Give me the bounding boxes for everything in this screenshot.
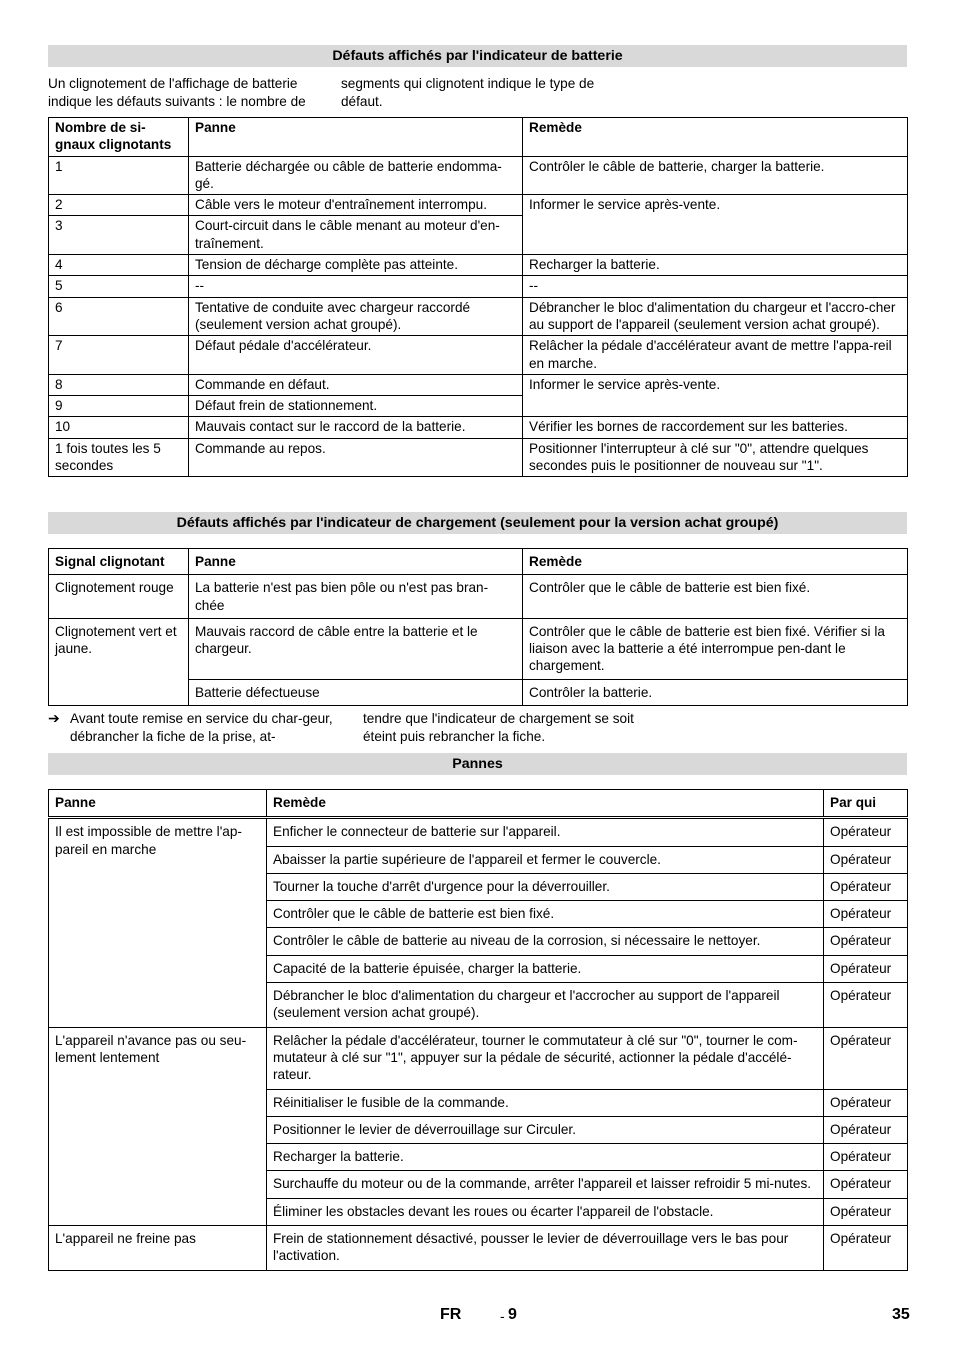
cell-count: 4 (49, 255, 189, 276)
cell-par-qui: Opérateur (824, 1116, 908, 1143)
table-row (49, 1027, 908, 1089)
cell-panne: Batterie déchargée ou câble de batterie endomma-gé. (189, 156, 523, 195)
header-panne: Panne (189, 549, 523, 575)
cell-count: 3 (49, 216, 189, 255)
cell-remede: Contrôler le câble de batterie, charger la batterie. (523, 156, 908, 195)
cell-signal: Clignotement vert et jaune. (49, 618, 189, 705)
cell-remede: -- (523, 276, 908, 297)
cell-panne: Batterie défectueuse (189, 679, 523, 705)
cell-count: 6 (49, 297, 189, 336)
cell-panne: Défaut pédale d'accélérateur. (189, 336, 523, 375)
table-row (49, 276, 908, 297)
cell-count: 5 (49, 276, 189, 297)
table-row (49, 195, 908, 216)
cell-panne: -- (189, 276, 523, 297)
cell-count: 2 (49, 195, 189, 216)
cell-par-qui: Opérateur (824, 1171, 908, 1198)
cell-remede: Surchauffe du moteur ou de la commande, arrêter l'appareil et laisser refroidir 5 mi-nutes. (267, 1171, 824, 1198)
cell-remede: Informer le service après-vente. (523, 374, 908, 417)
cell-remede: Recharger la batterie. (523, 255, 908, 276)
cell-remede: Contrôler que le câble de batterie est bien fixé. Vérifier si la liaison avec la batterie a été interrompue pen-dant le chargement. (523, 618, 908, 679)
section-title-pannes: Pannes (48, 753, 907, 775)
cell-remede: Enficher le connecteur de batterie sur l'appareil. (267, 818, 824, 846)
cell-count: 10 (49, 417, 189, 438)
table-row (49, 818, 908, 846)
cell-par-qui: Opérateur (824, 1226, 908, 1271)
header-panne: Panne (189, 118, 523, 157)
table-row (49, 374, 908, 395)
cell-remede: Abaisser la partie supérieure de l'appareil et fermer le couvercle. (267, 846, 824, 873)
cell-panne: L'appareil n'avance pas ou seu-lement lentement (49, 1027, 267, 1225)
cell-remede: Débrancher le bloc d'alimentation du chargeur et l'accrocher au support de l'appareil (seulement version achat groupé). (267, 983, 824, 1028)
cell-signal: Clignotement rouge (49, 575, 189, 619)
arrow-right-icon: ➔ (48, 710, 60, 726)
page-number: 35 (892, 1306, 910, 1323)
cell-par-qui: Opérateur (824, 983, 908, 1028)
cell-remede: Capacité de la batterie épuisée, charger la batterie. (267, 955, 824, 982)
table-header (49, 790, 908, 818)
cell-panne: Commande en défaut. (189, 374, 523, 395)
cell-remede: Vérifier les bornes de raccordement sur les batteries. (523, 417, 908, 438)
cell-panne: La batterie n'est pas bien pôle ou n'est pas bran-chée (189, 575, 523, 619)
cell-panne: Câble vers le moteur d'entraînement interrompu. (189, 195, 523, 216)
footer-section-number: 9 (508, 1306, 517, 1323)
cell-remede: Positionner l'interrupteur à clé sur "0", attendre quelques secondes puis le positionner de nouveau sur "1". (523, 438, 908, 477)
cell-count: 1 fois toutes les 5 secondes (49, 438, 189, 477)
cell-count: 7 (49, 336, 189, 375)
cell-par-qui: Opérateur (824, 928, 908, 955)
intro-right: segments qui clignotent indique le type de défaut. (341, 76, 595, 109)
footer-lang: FR (440, 1306, 462, 1323)
header-remede: Remède (523, 549, 908, 575)
table-row (49, 618, 908, 679)
header-panne: Panne (49, 790, 267, 818)
footer-separator: - (500, 1308, 505, 1324)
header-remede: Remède (523, 118, 908, 157)
cell-remede: Frein de stationnement désactivé, pousser le levier de déverrouillage vers le bas pour l'activation. (267, 1226, 824, 1271)
table-row (49, 438, 908, 477)
cell-panne: Il est impossible de mettre l'ap-pareil en marche (49, 818, 267, 1027)
table-row (49, 297, 908, 336)
cell-par-qui: Opérateur (824, 901, 908, 928)
section-title-battery: Défauts affichés par l'indicateur de batterie (48, 45, 907, 67)
table-row (49, 255, 908, 276)
cell-panne: Commande au repos. (189, 438, 523, 477)
header-count: Nombre de si-gnaux clignotants (49, 118, 189, 157)
header-par-qui: Par qui (824, 790, 908, 818)
cell-remede: Recharger la batterie. (267, 1144, 824, 1171)
cell-count: 8 (49, 374, 189, 395)
cell-remede: Contrôler que le câble de batterie est bien fixé. (523, 575, 908, 619)
cell-remede: Débrancher le bloc d'alimentation du chargeur et l'accro-cher au support de l'appareil (seulement version achat groupé). (523, 297, 908, 336)
cell-par-qui: Opérateur (824, 1198, 908, 1225)
cell-remede: Tourner la touche d'arrêt d'urgence pour la déverrouiller. (267, 873, 824, 900)
table-row (49, 417, 908, 438)
pannes-table (48, 789, 908, 1271)
cell-par-qui: Opérateur (824, 846, 908, 873)
cell-remede: Éliminer les obstacles devant les roues ou écarter l'appareil de l'obstacle. (267, 1198, 824, 1225)
cell-remede: Positionner le levier de déverrouillage sur Circuler. (267, 1116, 824, 1143)
table-header (49, 549, 908, 575)
battery-fault-table (48, 117, 908, 477)
cell-count: 9 (49, 396, 189, 417)
cell-par-qui: Opérateur (824, 1144, 908, 1171)
cell-par-qui: Opérateur (824, 1089, 908, 1116)
cell-remede: Contrôler le câble de batterie au niveau de la corrosion, si nécessaire le nettoyer. (267, 928, 824, 955)
header-signal: Signal clignotant (49, 549, 189, 575)
cell-panne: Mauvais contact sur le raccord de la batterie. (189, 417, 523, 438)
note-left: Avant toute remise en service du char-geur, débrancher la fiche de la prise, at- (70, 711, 333, 744)
cell-panne: Court-circuit dans le câble menant au moteur d'en-traînement. (189, 216, 523, 255)
cell-remede: Contrôler la batterie. (523, 679, 908, 705)
section-title-charger: Défauts affichés par l'indicateur de chargement (seulement pour la version achat groupé) (48, 512, 907, 534)
cell-par-qui: Opérateur (824, 873, 908, 900)
table-row (49, 1226, 908, 1271)
cell-panne: Mauvais raccord de câble entre la batterie et le chargeur. (189, 618, 523, 679)
cell-count: 1 (49, 156, 189, 195)
intro-left: Un clignotement de l'affichage de batterie indique les défauts suivants : le nombre de (48, 76, 306, 109)
table-header (49, 118, 908, 157)
cell-remede: Informer le service après-vente. (523, 195, 908, 255)
cell-panne: Défaut frein de stationnement. (189, 396, 523, 417)
cell-panne: L'appareil ne freine pas (49, 1226, 267, 1271)
cell-remede: Relâcher la pédale d'accélérateur avant de mettre l'appa-reil en marche. (523, 336, 908, 375)
note-right: tendre que l'indicateur de chargement se soit éteint puis rebrancher la fiche. (363, 711, 634, 744)
cell-par-qui: Opérateur (824, 818, 908, 846)
cell-panne: Tentative de conduite avec chargeur raccordé (seulement version achat groupé). (189, 297, 523, 336)
charger-fault-table (48, 548, 908, 706)
cell-remede: Réinitialiser le fusible de la commande. (267, 1089, 824, 1116)
cell-panne: Tension de décharge complète pas atteinte. (189, 255, 523, 276)
header-remede: Remède (267, 790, 824, 818)
cell-par-qui: Opérateur (824, 1027, 908, 1089)
table-row (49, 336, 908, 375)
table-row (49, 575, 908, 619)
table-row (49, 156, 908, 195)
cell-remede: Contrôler que le câble de batterie est bien fixé. (267, 901, 824, 928)
cell-par-qui: Opérateur (824, 955, 908, 982)
cell-remede: Relâcher la pédale d'accélérateur, tourner le commutateur à clé sur "0", tourner le com-mutateur à clé sur "1", appuyer sur la pédale de sécurité, actionner la pédale d'accélé-rateur. (267, 1027, 824, 1089)
